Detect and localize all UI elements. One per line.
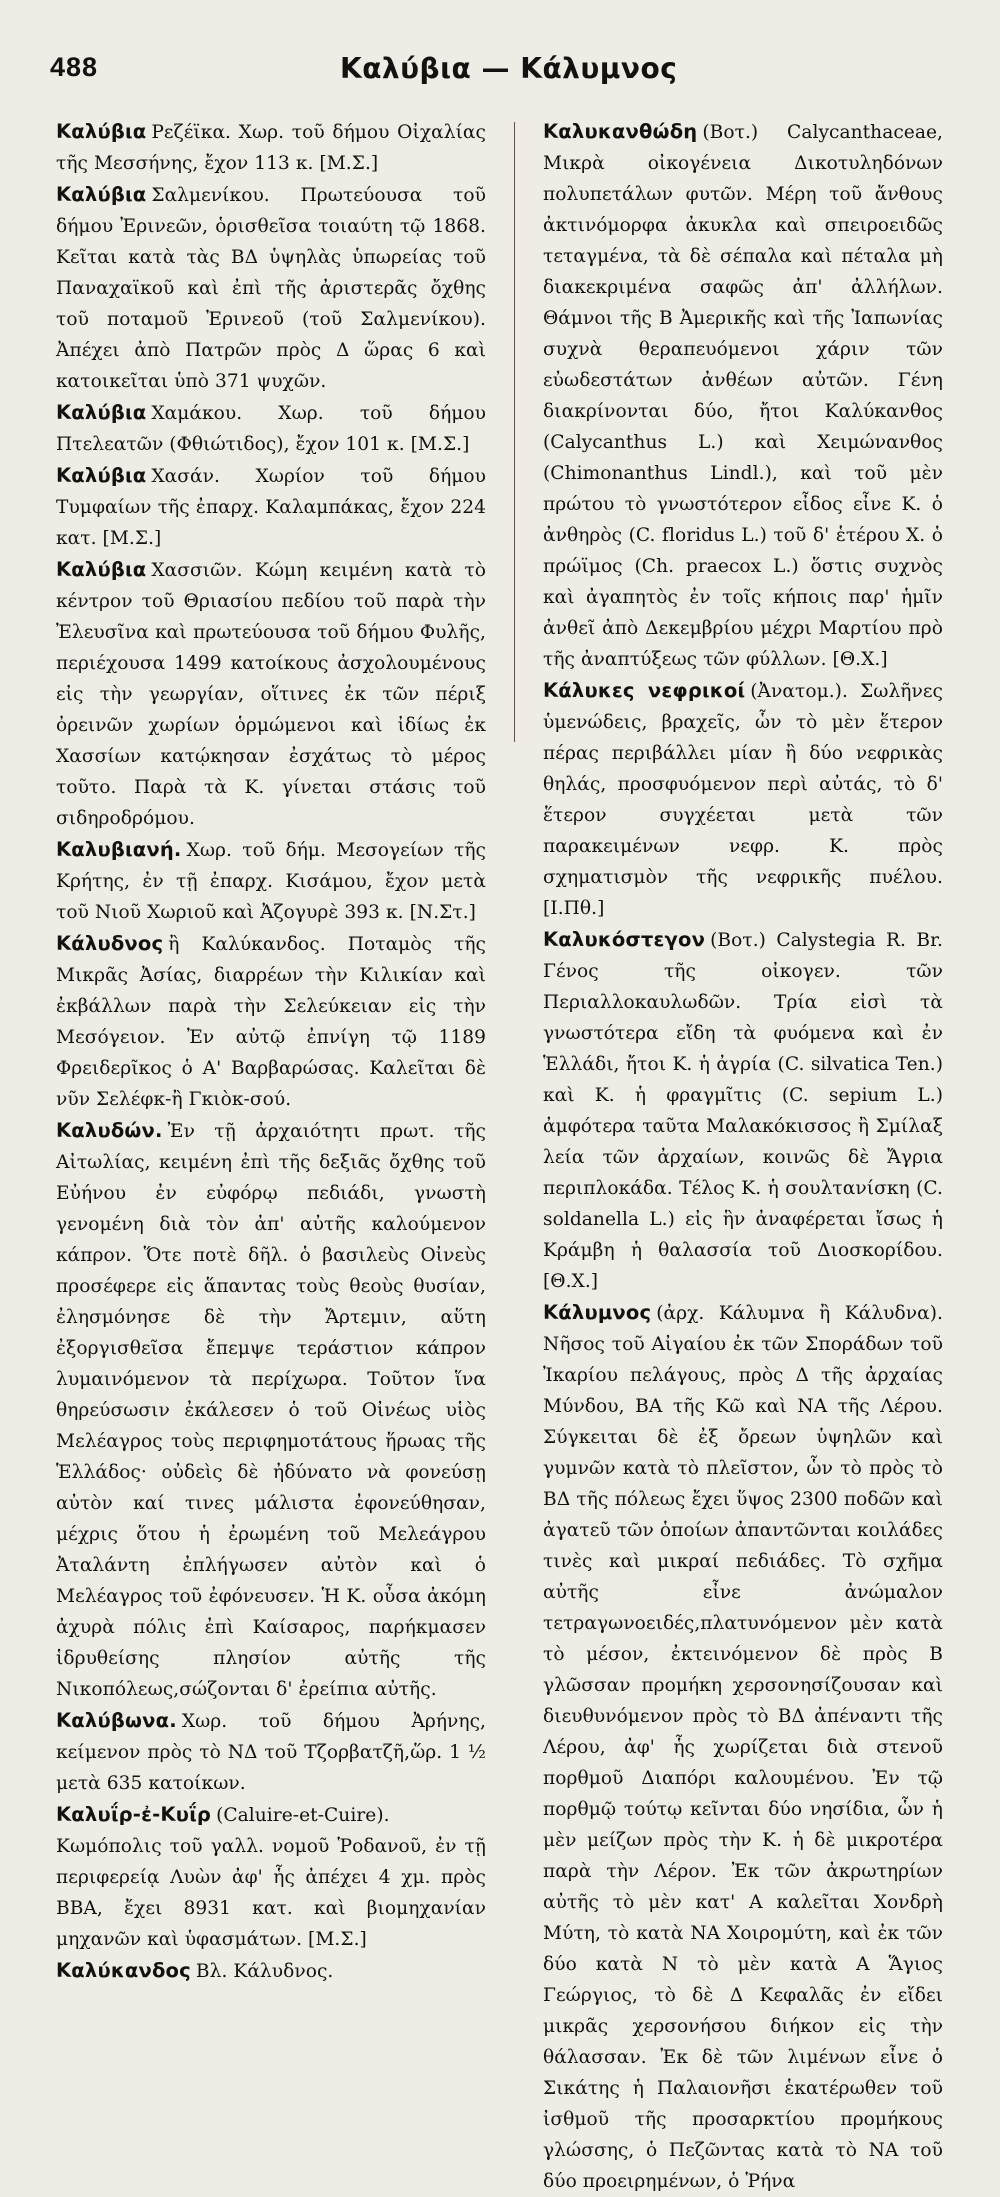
entry-headword: Καλυδών.	[56, 1119, 163, 1142]
page-header	[0, 0, 1000, 110]
entry-headword: Καλύβια	[56, 558, 147, 581]
entry-text: Χωρ. τοῦ δήμου Ἀρήνης, κείμενον πρὸς τὸ ΝΔ τοῦ Τζορβατζῆ,ὥρ. 1 ½ μετὰ 635 κατοίκων.	[56, 1711, 486, 1794]
dictionary-entry	[543, 924, 943, 1297]
entry-text: Σαλμενίκου. Πρωτεύουσα τοῦ δήμου Ἐρινεῶν, ὁρισθεῖσα τοιαύτη τῷ 1868. Κεῖται κατὰ τὰς ΒΔ ὑψηλὰς ὑπωρείας τοῦ Παναχαϊκοῦ καὶ ἐπὶ τῆς ἀριστερᾶς ὄχθης τοῦ ποταμοῦ Ἐρινεοῦ (τοῦ Σαλμενίκου). Ἀπέχει ἀπὸ Πατρῶν πρὸς Δ ὥρας 6 καὶ κατοικεῖται ὑπὸ 371 ψυχῶν.	[56, 185, 486, 392]
entry-headword: Καλυβιανή.	[56, 838, 182, 861]
dictionary-entry	[56, 1799, 486, 1955]
dictionary-entry	[56, 1705, 486, 1799]
entry-text: Χασάν. Χωρίον τοῦ δήμου Τυμφαίων τῆς ἐπαρχ. Καλαμπάκας, ἔχον 224 κατ. [Μ.Σ.]	[56, 466, 486, 549]
left-column	[56, 116, 486, 1987]
dictionary-entry	[56, 116, 486, 179]
dictionary-entry	[543, 116, 943, 675]
dictionary-entry	[56, 179, 486, 397]
entry-headword: Καλύβια	[56, 120, 147, 143]
entry-text: Βλ. Κάλυδνος.	[195, 1961, 334, 1982]
dictionary-entry	[56, 1115, 486, 1705]
dictionary-entry	[543, 675, 943, 924]
entry-text: Χασσιῶν. Κώμη κειμένη κατὰ τὸ κέντρον τοῦ Θριασίου πεδίου τοῦ παρὰ τὴν Ἐλευσῖνα καὶ πρωτεύουσα τοῦ δήμου Φυλῆς, περιέχουσα 1499 κατοίκους ἀσχολουμένους εἰς τὴν γεωργίαν, οἵτινες ἐκ τῶν πέριξ ὀρεινῶν χωρίων ὁρμώμενοι καὶ ἰδίως ἐκ Χασσίων κατῴκησαν ἐσχάτως τὸ μέρος τοῦτο. Παρὰ τὰ Κ. γίνεται στάσις τοῦ σιδηροδρόμου.	[56, 560, 486, 829]
dictionary-entry	[56, 928, 486, 1115]
entry-headword: Καλυκανθώδη	[543, 120, 698, 143]
entry-headword: Καλύβια	[56, 183, 147, 206]
entry-text: ἢ Καλύκανδος. Ποταμὸς τῆς Μικρᾶς Ἀσίας, διαρρέων τὴν Κιλικίαν καὶ ἐκβάλλων παρὰ τὴν Σελεύκειαν εἰς τὴν Μεσόγειον. Ἐν αὐτῷ ἐπνίγη τῷ 1189 Φρειδερῖκος ὁ Α' Βαρβαρώσας. Καλεῖται δὲ νῦν Σελέφκ-ἢ Γκιὸκ-σού.	[56, 934, 486, 1110]
dictionary-entry	[56, 834, 486, 928]
dictionary-entry	[56, 397, 486, 460]
dictionary-entry	[56, 460, 486, 554]
column-divider	[514, 122, 515, 742]
entry-headword: Κάλυκες νεφρικοί	[543, 679, 746, 702]
entry-headword: Καλύβια	[56, 401, 147, 424]
entry-text: (Βοτ.) Calycanthaceae, Μικρὰ οἰκογένεια Δικοτυληδόνων πολυπετάλων φυτῶν. Μέρη τοῦ ἄνθους ἀκτινόμορφα ἀκυκλα καὶ σπειροειδῶς τεταγμένα, τὰ δὲ σέπαλα καὶ πέταλα μὴ διακεκριμένα σαφῶς ἀπ' ἀλλήλων. Θάμνοι τῆς Β Ἀμερικῆς καὶ τῆς Ἰαπωνίας συχνὰ θεραπευόμενοι χάριν τῶν εὐωδεστάτων ἀνθέων αὐτῶν. Γένη διακρίνονται δύο, ἤτοι Καλύκανθος (Calycanthus L.) καὶ Χειμώνανθος (Chimonanthus Lindl.), καὶ τοῦ μὲν πρώτου τὸ γνωστότερον εἶδος εἶνε Κ. ὁ ἀνθηρὸς (C. floridus L.) τοῦ δ' ἑτέρου Χ. ὁ πρώϊμος (Ch. praecox L.) ὅστις συχνὸς καὶ ἀγαπητὸς ἐν τοῖς κήποις παρ' ἡμῖν ἀνθεῖ ἀπὸ Δεκεμβρίου μέχρι Μαρτίου πρὸ τῆς ἀναπτύξεως τῶν φύλλων. [Θ.Χ.]	[543, 122, 943, 670]
entry-headword: Καλυΐρ-ἐ-Κυΐρ	[56, 1803, 212, 1826]
entry-text: (Caluire-et-Cuire). Κωμόπολις τοῦ γαλλ. νομοῦ Ῥοδανοῦ, ἐν τῇ περιφερείᾳ Λυὼν ἀφ' ἧς ἀπέχει 4 χμ. πρὸς ΒΒΑ, ἔχει 8931 κατ. καὶ βιομηχανίαν μηχανῶν καὶ ὑφασμάτων. [Μ.Σ.]	[56, 1805, 486, 1950]
entry-text: (Βοτ.) Calystegia R. Br. Γένος τῆς οἰκογεν. τῶν Περιαλλοκαυλωδῶν. Τρία εἰσὶ τὰ γνωστότερα εἴδη τὰ φυόμενα καὶ ἐν Ἑλλάδι, ἤτοι Κ. ἡ ἀγρία (C. silvatica Ten.) καὶ Κ. ἡ φραγμῖτις (C. sepium L.) ἀμφότερα ταῦτα Μαλακόκισσος ἢ Σμίλαξ λεία τῶν ἀρχαίων, κοινῶς δὲ Ἄγρια περιπλοκάδα. Τέλος Κ. ἡ σουλτανίσκη (C. soldanella L.) εἰς ἣν ἀναφέρεται ἴσως ἡ Κράμβη ἡ θαλασσία τοῦ Διοσκορίδου. [Θ.Χ.]	[543, 930, 943, 1292]
entry-text: Ρεζέϊκα. Χωρ. τοῦ δήμου Οἰχαλίας τῆς Μεσσήνης, ἔχον 113 κ. [Μ.Σ.]	[56, 122, 486, 174]
dictionary-entry	[56, 1955, 486, 1987]
entry-headword: Καλυκόστεγον	[543, 928, 706, 951]
entry-headword: Καλύβια	[56, 464, 147, 487]
dictionary-entry	[543, 1297, 943, 2197]
right-column	[543, 116, 943, 2197]
entry-headword: Κάλυδνος	[56, 932, 164, 955]
entry-text: Χαμάκου. Χωρ. τοῦ δήμου Πτελεατῶν (Φθιώτιδος), ἔχον 101 κ. [Μ.Σ.]	[56, 403, 486, 455]
entry-headword: Καλύβωνα.	[56, 1709, 177, 1732]
entry-text: Χωρ. τοῦ δήμ. Μεσογείων τῆς Κρήτης, ἐν τῇ ἐπαρχ. Κισάμου, ἔχον μετὰ τοῦ Νιοῦ Χωριοῦ καὶ Ἀζογυρὲ 393 κ. [Ν.Στ.]	[56, 840, 486, 923]
page-number: 488	[50, 52, 99, 82]
entry-text: Ἐν τῇ ἀρχαιότητι πρωτ. τῆς Αἰτωλίας, κειμένη ἐπὶ τῆς δεξιᾶς ὄχθης τοῦ Εὐήνου ἐν εὐφόρῳ πεδιάδι, γνωστὴ γενομένη διὰ τὸν ἀπ' αὐτῆς καλούμενον κάπρον. Ὅτε ποτὲ δῆλ. ὁ βασιλεὺς Οἰνεὺς προσέφερε εἰς ἅπαντας τοὺς θεοὺς θυσίαν, ἐλησμόνησε δὲ τὴν Ἄρτεμιν, αὕτη ἐξοργισθεῖσα ἔπεμψε τεράστιον κάπρον λυμαινόμενον τὰ περίχωρα. Τοῦτον ἵνα θηρεύσωσιν ἐκάλεσεν ὁ τοῦ Οἰνέως υἱὸς Μελέαγρος τοὺς περιφημοτάτους ἥρωας τῆς Ἑλλάδος· οὐδεὶς δὲ ἠδύνατο νὰ φονεύσῃ αὐτὸν καί τινες μάλιστα ἐφονεύθησαν, μέχρις ὅτου ἡ ἐρωμένη τοῦ Μελεάγρου Ἀταλάντη ἐπλήγωσεν αὐτὸν καὶ ὁ Μελέαγρος τοῦ ἐφόνευσεν. Ἡ Κ. οὖσα ἀκόμη ἀχυρὰ πόλις ἐπὶ Καίσαρος, παρήκμασεν ἱδρυθείσης πλησίον αὐτῆς τῆς Νικοπόλεως,σώζονται δ' ἐρείπια αὐτῆς.	[56, 1121, 486, 1700]
entry-headword: Καλύκανδος	[56, 1959, 191, 1982]
dictionary-entry	[56, 554, 486, 834]
running-title: Καλύβια — Κάλυμνος	[340, 52, 678, 85]
entry-headword: Κάλυμνος	[543, 1301, 652, 1324]
entry-text: (ἀρχ. Κάλυμνα ἢ Κάλυδνα). Νῆσος τοῦ Αἰγαίου ἐκ τῶν Σποράδων τοῦ Ἰκαρίου πελάγους, πρὸς Δ τῆς ἀρχαίας Μύνδου, ΒΑ τῆς Κῶ καὶ ΝΑ τῆς Λέρου. Σύγκειται δὲ ἐξ ὄρεων ὑψηλῶν καὶ γυμνῶν κατὰ τὸ πλεῖστον, ὧν τὸ πρὸς τὸ ΒΔ τῆς πόλεως ἔχει ὕψος 2300 ποδῶν καὶ ἀγατεῦ τῶν ὁποίων ἀπαντῶνται κοιλάδες τινὲς καὶ μικραί πεδιάδες. Τὸ σχῆμα αὐτῆς εἶνε ἀνώμαλον τετραγωνοειδές,πλατυνόμενον μὲν κατὰ τὸ μέσον, ἐκτεινόμενον δὲ πρὸς Β γλῶσσαν προμήκη χερσονησίζουσαν καὶ διευθυνόμενον πρὸς τὸ ΒΔ ἀπέναντι τῆς Λέρου, ἀφ' ἧς χωρίζεται διὰ στενοῦ πορθμοῦ Διαπόρι καλουμένου. Ἐν τῷ πορθμῷ τούτῳ κεῖνται δύο νησίδια, ὧν ἡ μὲν μείζων πρὸς τὴν Κ. ἡ δὲ μικροτέρα παρὰ τὴν Λέρον. Ἐκ τῶν ἀκρωτηρίων αὐτῆς τὸ μὲν κατ' Α καλεῖται Χονδρὴ Μύτη, τὸ κατὰ ΝΑ Χοιρομύτη, καὶ ἐκ τῶν δύο κατὰ Ν τὸ μὲν κατὰ Α Ἅγιος Γεώργιος, τὸ δὲ Δ Κεφαλᾶς ἐν εἴδει μικρᾶς χερσονήσου διήκον εἰς τὴν θάλασσαν. Ἐκ δὲ τῶν λιμένων εἶνε ὁ Σικάτης ἡ Παλαιονῆσι ἑκατέρωθεν τοῦ ἰσθμοῦ τῆς προσαρκτίου προμήκους γλώσσης, ὁ Πεζῶντας κατὰ τὸ ΝΑ τοῦ δύο προειρημένων, ὁ Ῥήνα	[543, 1303, 943, 2192]
entry-text: (Ἀνατομ.). Σωλῆνες ὑμενώδεις, βραχεῖς, ὧν τὸ μὲν ἕτερον πέρας περιβάλλει μίαν ἢ δύο νεφρικὰς θηλάς, προσφυόμενον περὶ αὐτάς, τὸ δ' ἕτερον συγχέεται μετὰ τῶν παρακειμένων νεφρ. Κ. πρὸς σχηματισμὸν τῆς νεφρικῆς πυέλου. [Ι.Πθ.]	[543, 681, 943, 919]
